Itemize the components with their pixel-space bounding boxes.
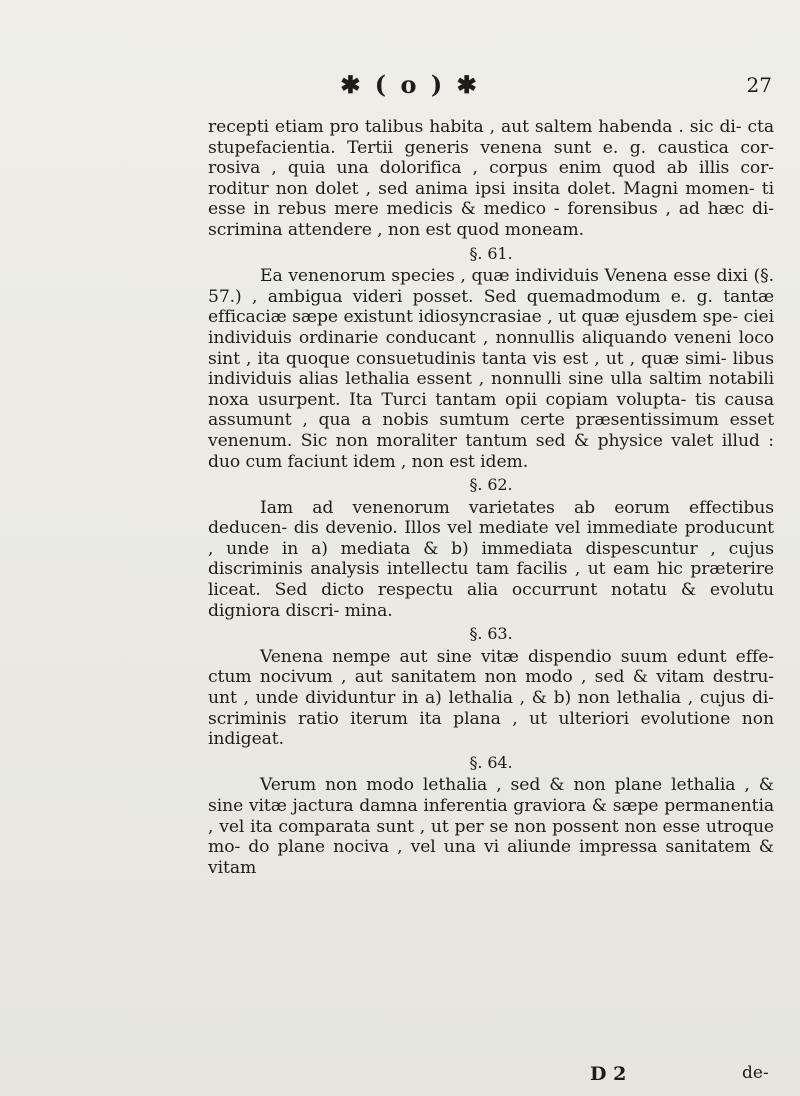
catchword: de- [742, 1063, 769, 1083]
section-heading-62: §. 62. [469, 475, 513, 495]
paragraph-continuation: recepti etiam pro talibus habita , aut saltem habenda . sic di- cta stupefacientia. Tertii generis venena sunt e. g. caustica cor- rosiva , quia una dolorifica , corpus enim quod ab illis cor- roditur non dolet , sed anima ipsi insita dolet. Magni momen- ti esse in rebus mere medicis & medico - forensibus , ad hæc di- scrimina attendere , non est quod moneam. [208, 117, 774, 240]
paragraph-64: Verum non modo lethalia , sed & non plane lethalia , & sine vitæ jactura damna inferentia graviora & sæpe permanentia , vel ita comparata sunt , ut per se non possent non esse utroque mo- do plane nociva , vel una vi aliunde impressa sanitatem & vitam [208, 775, 774, 878]
header-ornament: ✱ ( o ) ✱ [340, 70, 480, 99]
paragraph-63: Venena nempe aut sine vitæ dispendio suum edunt effe- ctum nocivum , aut sanitatem non modo , sed & vitam destru- unt , unde dividuntur in a) lethalia , & b) non lethalia , cujus di- scriminis ratio iterum ita plana , ut ulteriori evolutione non indigeat. [208, 646, 774, 750]
page-number: 27 [746, 73, 772, 97]
page-footer [0, 1063, 800, 1087]
section-heading-61: §. 61. [469, 243, 513, 263]
body-text [208, 117, 774, 878]
paragraph-62: Iam ad venenorum varietates ab eorum effectibus deducen- dis devenio. Illos vel mediate vel immediate producunt , unde in a) mediata & b) immediata dispescuntur , cujus discriminis analysis intellectu tam facilis , ut eam hic præterire liceat. Sed dicto respectu alia occurrunt notatu & evolutu digniora discri- mina. [208, 497, 774, 621]
paragraph-61: Ea venenorum species , quæ individuis Venena esse dixi (§. 57.) , ambigua videri posset. Sed quemadmodum e. g. tantæ efficaciæ sæpe existunt idiosyncrasiae , ut quæ ejusdem spe- ciei individuis ordinarie conducant , nonnullis aliquando veneni loco sint , ita quoque consuetudinis tanta vis est , ut , quæ simi- libus individuis alias lethalia essent , nonnulli sine ulla saltim notabili noxa usurpent. Ita Turci tantam opii copiam volupta- tis causa assumunt , qua a nobis sumtum certe præsentissimum esset venenum. Sic non moraliter tantum sed & physice valet illud : duo cum faciunt idem , non est idem. [208, 266, 774, 472]
signature-mark: D 2 [590, 1063, 627, 1085]
section-heading-63: §. 63. [469, 624, 513, 644]
page-header [0, 70, 800, 100]
section-heading-64: §. 64. [469, 752, 513, 772]
